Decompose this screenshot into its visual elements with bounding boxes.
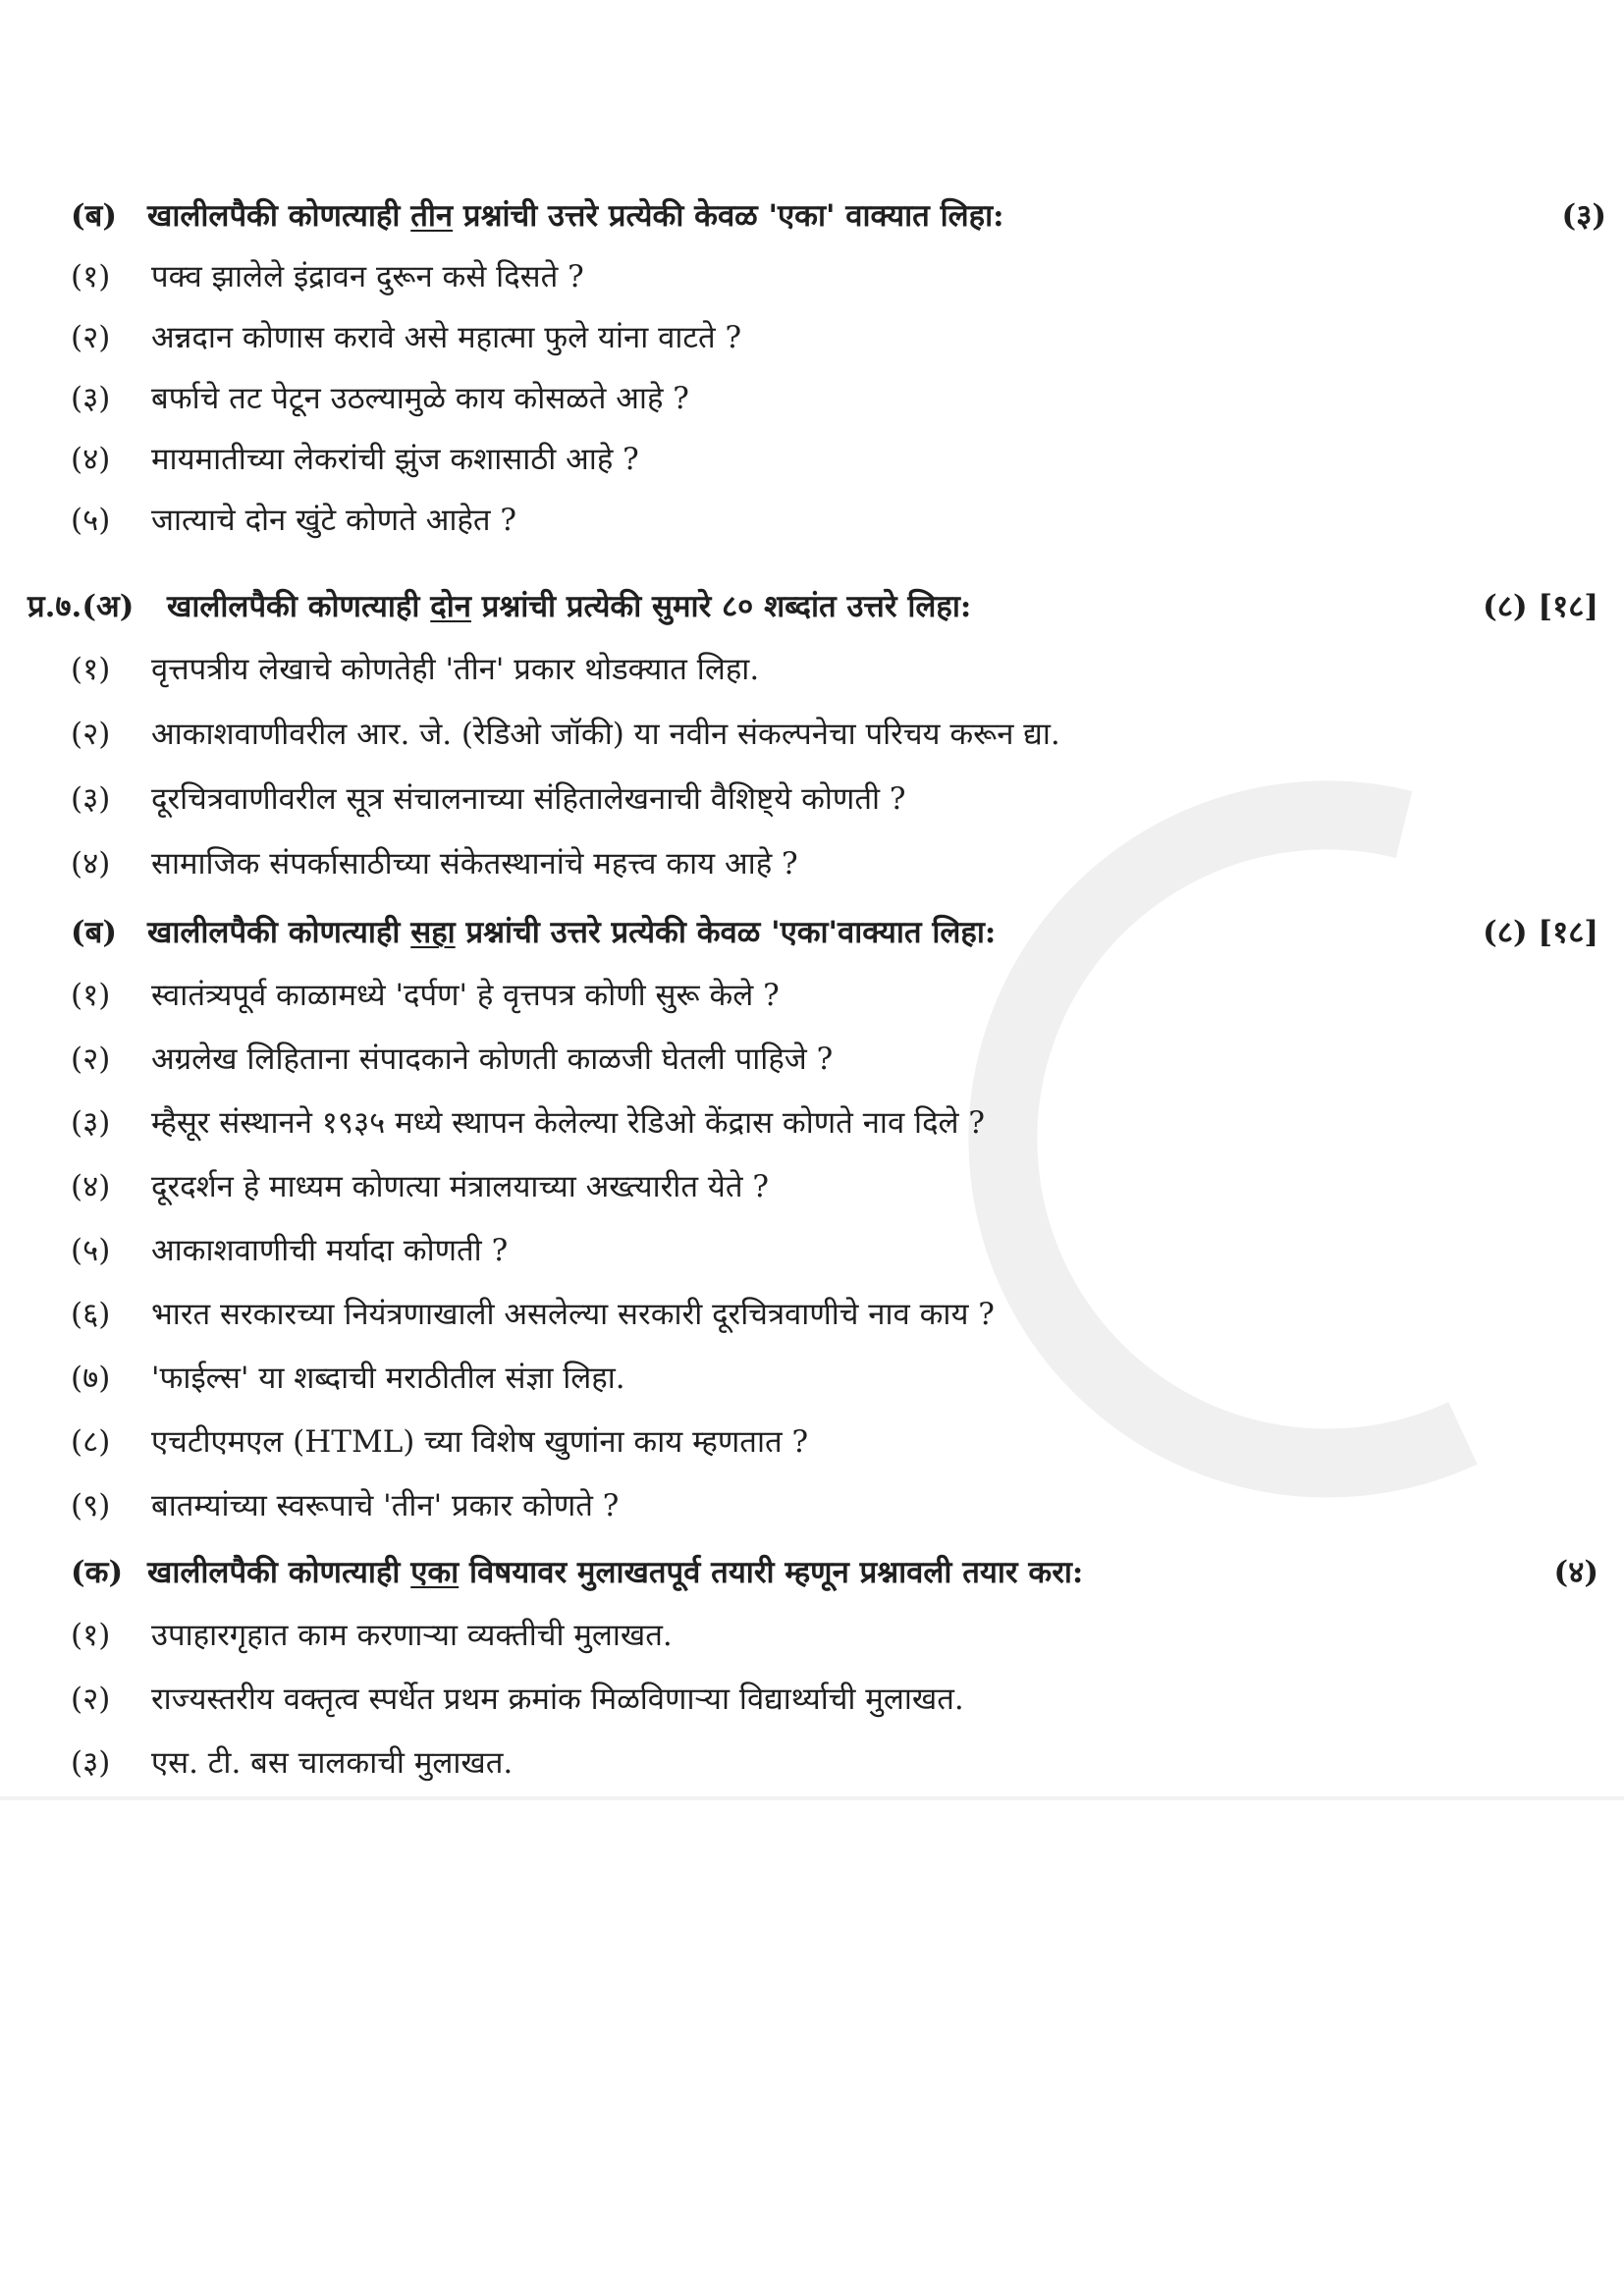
question-text: म्हैसूर संस्थानने १९३५ मध्ये स्थापन केलेल्या रेडिओ केंद्रास कोणते नाव दिले ?	[151, 1105, 986, 1141]
section-instruction	[167, 577, 971, 636]
section-instruction	[147, 187, 1004, 245]
question-number: (६)	[71, 1297, 111, 1332]
question-text: अन्नदान कोणास करावे असे महात्मा फुले यांना वाटते ?	[151, 320, 742, 355]
question-number: (८)	[71, 1424, 111, 1460]
question-number: (३)	[71, 781, 111, 817]
faint-watermark	[854, 746, 1561, 1629]
question-text: 'फाईल्स' या शब्दाची मराठीतील संज्ञा लिहा.	[151, 1361, 625, 1396]
question-text: स्वातंत्र्यपूर्व काळामध्ये 'दर्पण' हे वृत्तपत्र कोणी सुरू केले ?	[151, 978, 780, 1013]
instruction-post: प्रश्नांची प्रत्येकी सुमारे ८० शब्दांत उत्तरे लिहा:	[470, 589, 972, 624]
section-label: प्र.७.(अ)	[27, 589, 135, 624]
question-text: आकाशवाणीवरील आर. जे. (रेडिओ जॉकी) या नवीन संकल्पनेचा परिचय करून द्या.	[151, 717, 1060, 752]
instruction-underlined: तीन	[410, 198, 454, 234]
instruction-pre: खालीलपैकी कोणत्याही	[147, 915, 411, 950]
instruction-post: प्रश्नांची उत्तरे प्रत्येकी केवळ 'एका' वाक्यात लिहा:	[453, 198, 1004, 234]
question-text: भारत सरकारच्या नियंत्रणाखाली असलेल्या सरकारी दूरचित्रवाणीचे नाव काय ?	[151, 1297, 995, 1332]
section-label: (क)	[71, 1555, 124, 1590]
question-text: सामाजिक संपर्कासाठीच्या संकेतस्थानांचे महत्त्व काय आहे ?	[151, 846, 798, 881]
question-text: बातम्यांच्या स्वरूपाचे 'तीन' प्रकार कोणते ?	[151, 1488, 620, 1523]
instruction-pre: खालीलपैकी कोणत्याही	[147, 198, 411, 234]
question-text: राज्यस्तरीय वक्तृत्व स्पर्धेत प्रथम क्रमांक मिळविणाऱ्या विद्यार्थ्याची मुलाखत.	[151, 1682, 964, 1717]
question-text: आकाशवाणीची मर्यादा कोणती ?	[151, 1233, 509, 1268]
question-text: एस. टी. बस चालकाची मुलाखत.	[151, 1745, 514, 1781]
question-number: (३)	[71, 1105, 111, 1141]
question-number: (२)	[71, 1041, 111, 1077]
question-number: (९)	[71, 1488, 111, 1523]
section-label: (ब)	[71, 915, 118, 950]
question-number: (३)	[71, 1745, 111, 1781]
section-heading	[0, 577, 1624, 636]
question-text: अग्रलेख लिहिताना संपादकाने कोणती काळजी घेतली पाहिजे ?	[151, 1041, 834, 1077]
section-marks: (८) [१८]	[1483, 589, 1598, 624]
question-number: (५)	[71, 503, 111, 538]
instruction-pre: खालीलपैकी कोणत्याही	[147, 1555, 411, 1590]
instruction-underlined: एका	[410, 1555, 460, 1590]
instruction-post: विषयावर मुलाखतपूर्व तयारी म्हणून प्रश्नावली तयार करा:	[459, 1555, 1084, 1590]
question-number: (१)	[71, 652, 111, 687]
question-number: (३)	[71, 381, 111, 416]
question-text: दूरचित्रवाणीवरील सूत्र संचालनाच्या संहितालेखनाची वैशिष्ट्ये कोणती ?	[151, 781, 906, 817]
instruction-post: प्रश्नांची उत्तरे प्रत्येकी केवळ 'एका'वाक्यात लिहा:	[455, 915, 997, 950]
question-text: एचटीएमएल (HTML) च्या विशेष खुणांना काय म्हणतात ?	[151, 1424, 809, 1460]
question-number: (१)	[71, 978, 111, 1013]
section-marks: (८) [१८]	[1483, 915, 1598, 950]
question-text: उपाहारगृहात काम करणाऱ्या व्यक्तीची मुलाखत.	[151, 1618, 673, 1653]
section-heading	[0, 1543, 1624, 1602]
section-marks: (४)	[1553, 1555, 1598, 1590]
question-number: (१)	[71, 259, 111, 294]
section-heading	[0, 187, 1624, 245]
instruction-underlined: सहा	[410, 915, 456, 950]
question-text: मायमातीच्या लेकरांची झुंज कशासाठी आहे ?	[151, 442, 639, 477]
section-heading	[0, 903, 1624, 962]
question-text: पक्व झालेले इंद्रावन दुरून कसे दिसते ?	[151, 259, 584, 294]
instruction-pre: खालीलपैकी कोणत्याही	[167, 589, 431, 624]
question-number: (४)	[71, 846, 111, 881]
question-text: दूरदर्शन हे माध्यम कोणत्या मंत्रालयाच्या अख्त्यारीत येते ?	[151, 1169, 769, 1204]
instruction-underlined: दोन	[430, 589, 471, 624]
scan-bottom-edge	[0, 1796, 1624, 1800]
question-number: (२)	[71, 1682, 111, 1717]
question-number: (५)	[71, 1233, 111, 1268]
section-marks: (३)	[1561, 198, 1606, 234]
question-text: बर्फाचे तट पेटून उठल्यामुळे काय कोसळते आहे ?	[151, 381, 689, 416]
question-text: जात्याचे दोन खुंटे कोणते आहेत ?	[151, 503, 517, 538]
section-instruction	[147, 903, 996, 962]
question-number: (२)	[71, 717, 111, 752]
question-number: (२)	[71, 320, 111, 355]
question-number: (१)	[71, 1618, 111, 1653]
question-number: (४)	[71, 442, 111, 477]
question-number: (७)	[71, 1361, 111, 1396]
question-number: (४)	[71, 1169, 111, 1204]
section-instruction	[147, 1543, 1083, 1602]
question-text: वृत्तपत्रीय लेखाचे कोणतेही 'तीन' प्रकार थोडक्यात लिहा.	[151, 652, 760, 687]
section-label: (ब)	[71, 198, 118, 234]
